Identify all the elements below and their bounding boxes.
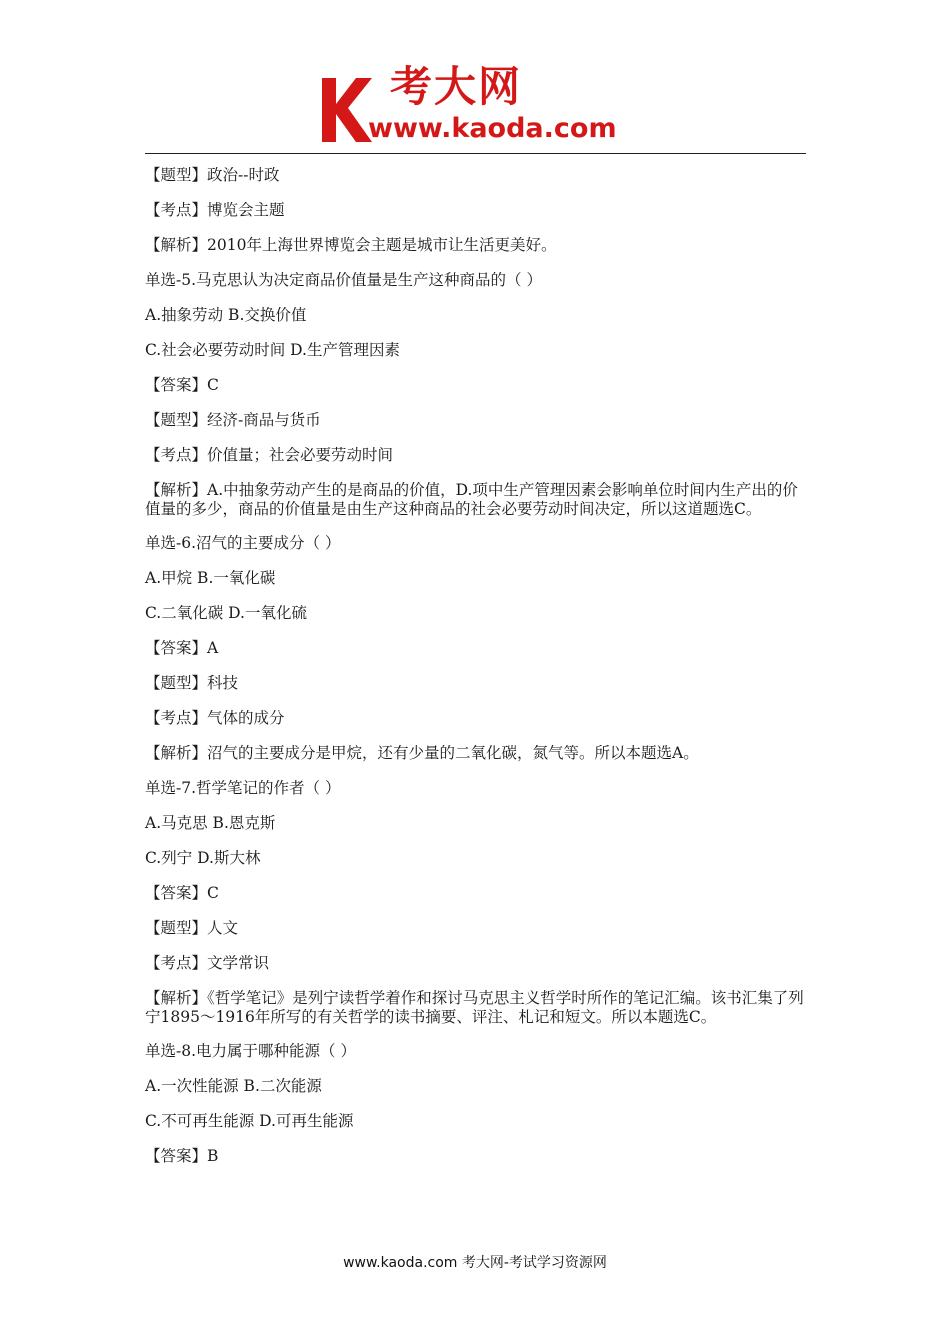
options-row: C.列宁 D.斯大林 [145, 849, 261, 867]
exam-point: 【考点】博览会主题 [145, 201, 285, 219]
options-row: A.一次性能源 B.二次能源 [145, 1077, 322, 1095]
logo-chinese-text: 考大网 [390, 62, 523, 111]
question-stem: 单选-5.马克思认为决定商品价值量是生产这种商品的（ ） [145, 271, 542, 289]
options-row: C.二氧化碳 D.一氧化硫 [145, 604, 307, 622]
document-body [145, 166, 805, 1182]
k-logo-icon [318, 74, 374, 146]
answer: 【答案】C [145, 884, 219, 902]
question-type: 【题型】科技 [145, 674, 239, 692]
options-row: C.社会必要劳动时间 D.生产管理因素 [145, 341, 400, 359]
page-footer: www.kaoda.com 考大网-考试学习资源网 [343, 1255, 607, 1271]
options-row: C.不可再生能源 D.可再生能源 [145, 1112, 354, 1130]
analysis: 【解析】《哲学笔记》是列宁读哲学着作和探讨马克思主义哲学时所作的笔记汇编。该书汇集了列宁1895～1916年所写的有关哲学的读书摘要、评注、札记和短文。所以本题选C。 [145, 989, 804, 1026]
question-type: 【题型】人文 [145, 919, 239, 937]
site-logo [318, 62, 640, 146]
answer: 【答案】A [145, 639, 219, 657]
options-row: A.抽象劳动 B.交换价值 [145, 306, 307, 324]
header-divider [145, 153, 806, 154]
exam-point: 【考点】气体的成分 [145, 709, 285, 727]
question-stem: 单选-6.沼气的主要成分（ ） [145, 534, 341, 552]
question-type: 【题型】经济-商品与货币 [145, 411, 321, 429]
analysis: 【解析】A.中抽象劳动产生的是商品的价值，D.项中生产管理因素会影响单位时间内生产出的价值量的多少，商品的价值量是由生产这种商品的社会必要劳动时间决定，所以这道题选C。 [145, 481, 798, 518]
question-stem: 单选-7.哲学笔记的作者（ ） [145, 779, 341, 797]
options-row: A.马克思 B.恩克斯 [145, 814, 276, 832]
analysis: 【解析】2010年上海世界博览会主题是城市让生活更美好。 [145, 236, 557, 254]
answer: 【答案】B [145, 1147, 219, 1165]
exam-point: 【考点】价值量；社会必要劳动时间 [145, 446, 394, 464]
question-type: 【题型】政治--时政 [145, 166, 280, 184]
question-stem: 单选-8.电力属于哪种能源（ ） [145, 1042, 356, 1060]
exam-point: 【考点】文学常识 [145, 954, 270, 972]
options-row: A.甲烷 B.一氧化碳 [145, 569, 276, 587]
analysis: 【解析】沼气的主要成分是甲烷，还有少量的二氧化碳，氮气等。所以本题选A。 [145, 744, 699, 762]
answer: 【答案】C [145, 376, 219, 394]
logo-url-text: www.kaoda.com [368, 113, 617, 144]
